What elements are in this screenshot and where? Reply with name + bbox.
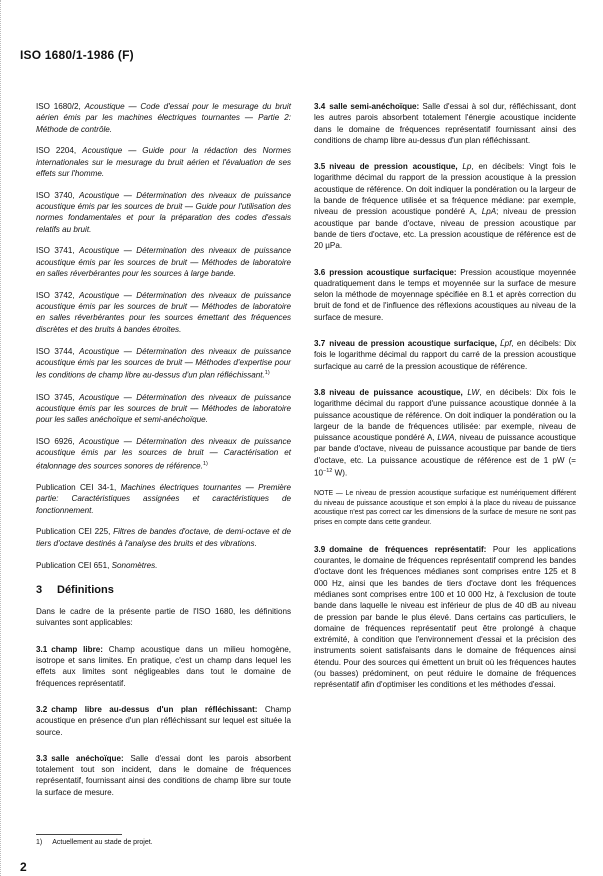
- reference-item: ISO 2204, Acoustique — Guide pour la rédaction des Normes internationales sur le mesurage du bruit aérien et l'évaluation de ses effets sur l'homme.: [36, 146, 291, 178]
- definition-3-5: 3.5 niveau de pression acoustique, Lp, en décibels: Vingt fois le logarithme décimal du rapport de la pression acoustique à la pression acoustique de référence. On doit indiquer la pondération ou la largeur de la bande de fréquence utilisée et sa fréquence médiane: par exemple, niveau de pression acoustique pondéré A, LpA; niveau de pression acoustique par bande d'octave, niveau de pression acoustique par bande de tiers d'octave, etc. La pression acoustique de référence est de 20 µPa.: [314, 162, 577, 251]
- symbol: LW: [467, 387, 480, 397]
- document-header: ISO 1680/1-1986 (F): [20, 48, 134, 62]
- reference-item: Publication CEI 651, Sonomètres.: [36, 560, 158, 570]
- references-list: [36, 101, 291, 571]
- reference-item: ISO 1680/2, Acoustique — Code d'essai pour le mesurage du bruit aérien émis par les machines électriques tournantes — Partie 2: Méthode de contrôle.: [36, 102, 291, 134]
- section-intro: Dans le cadre de la présente partie de l'ISO 1680, les définitions suivantes sont applicables:: [36, 607, 291, 628]
- reference-item: Publication CEI 34-1, Machines électriques tournantes — Première partie: Caractéristiques assignées et caractéristiques de fonctionnement.: [36, 483, 291, 515]
- definition-3-2: 3.2 champ libre au-dessus d'un plan réfléchissant: Champ acoustique en présence d'un plan réfléchissant sur lequel est située la source.: [36, 704, 292, 737]
- left-column: [36, 101, 291, 813]
- section-heading: 3 Définitions: [36, 583, 114, 596]
- page-number: 2: [20, 860, 27, 874]
- definition-3-4: 3.4 salle semi-anéchoïque: Salle d'essai à sol dur, réfléchissant, dont les autres parois absorbent totalement l'énergie acoustique incidente dans le domaine de fréquences représentatif fournissant ainsi des conditions de champ libre au-dessus d'un plan réfléchissant.: [314, 102, 576, 145]
- reference-item: ISO 3744, Acoustique — Détermination des niveaux de puissance acoustique émis par les sources de bruit — Méthodes d'expertise pour les conditions de champ libre au-dessus d'un plan réfléchissant.$^{1)}$: [36, 346, 291, 380]
- footnote: 1) Actuellement au stade de projet.: [36, 839, 153, 846]
- reference-item: Publication CEI 225, Filtres de bandes d'octave, de demi-octave et de tiers d'octave destinés à l'analyse des bruits et des vibrations.: [36, 527, 292, 548]
- reference-item: ISO 3740, Acoustique — Détermination des niveaux de puissance acoustique émis par les sources de bruit — Guide pour l'utilisation des normes fondamentales et pour la préparation des codes d'essais relatifs au bruit.: [36, 190, 291, 234]
- reference-item: ISO 6926, Acoustique — Détermination des niveaux de puissance acoustique émis par les sources de bruit — Caractérisation et étalonnage des sources sonores de référence.$^{1)}$: [36, 437, 291, 471]
- scan-edge: [0, 0, 3, 876]
- reference-item: ISO 3745, Acoustique — Détermination des niveaux de puissance acoustique émis par les sources de bruit — Méthodes de laboratoire pour les salles anéchoïque et semi-anéchoïque.: [36, 392, 291, 425]
- footnote-ref: 1): [264, 370, 270, 377]
- footnote-divider: [36, 834, 122, 835]
- definition-3-9: 3.9 domaine de fréquences représentatif: Pour les applications courantes, le domaine de fréquences représentatif comprend les bandes d'octave dont les fréquences médianes sont comprises entre 125 et 8 000 Hz, ainsi que les bandes de tiers d'octave dont les fréquences médianes sont comprises entre 100 et 10 000 Hz, à l'exclusion de toute bande dans laquelle le niveau est inférieur de plus de 40 dB au niveau de pression par bande le plus élevé. Dans certains cas particuliers, le domaine de fréquences représentatif peut être prolongé à chaque extrémité, à condition que l'environnement d'essai et la précision des instruments soient satisfaisants dans le domaine de fréquences ainsi étendu. Pour des sources qui émettent un bruit où les fréquences hautes (ou basses) prédominent, on peut réduire le domaine de fréquences représentatif afin d'optimiser les conditions et les méthodes d'essai.: [314, 544, 576, 690]
- definition-3-8: 3.8 niveau de puissance acoustique, LW, en décibels: Dix fois le logarithme décimal du rapport d'une puissance acoustique donnée à la puissance acoustique de référence. On doit indiquer la pondération ou la largeur de la bande de fréquences utilisée: par exemple, niveau de puissance acoustique pondéré A, LWA, niveau de puissance acoustique par bande d'octave, niveau de puissance acoustique par bande de tiers d'octave, etc. La puissance acoustique de référence est de 1 pW (= $10^{-12}$ W).: [314, 387, 576, 478]
- symbol: Lp: [462, 162, 472, 172]
- definition-3-7: 3.7 niveau de pression acoustique surfacique, L̄pf, en décibels: Dix fois le logarithme décimal du rapport du carré de la pression acoustique surfacique au carré de la pression acoustique de référence.: [314, 339, 576, 371]
- right-column: [314, 101, 576, 706]
- reference-item: ISO 3742, Acoustique — Détermination des niveaux de puissance acoustique émis par les sources de bruit — Méthodes de laboratoire en salles réverbérantes pour les sources émettant des fréquences discrètes et des bruits à bandes étroites.: [36, 290, 291, 334]
- symbol: LpA: [481, 207, 497, 217]
- symbol: L̄pf: [500, 339, 512, 349]
- symbol: LWA: [437, 433, 455, 443]
- footnote-ref: 1): [202, 460, 208, 467]
- definition-3-6: 3.6 pression acoustique surfacique: Pression acoustique moyennée quadratiquement dans le temps et moyennée sur la surface de mesure selon la méthode de moyennage spécifiée en 8.1 et après correction du bruit de fond et de l'influence des réflexions acoustiques au niveau de la surface de mesure.: [314, 267, 576, 322]
- reference-item: ISO 3741, Acoustique — Détermination des niveaux de puissance acoustique émis par les sources de bruit — Méthodes de laboratoire en salles réverbérantes pour les sources à large bande.: [36, 246, 291, 279]
- definition-3-1: 3.1 champ libre: Champ acoustique dans un milieu homogène, isotrope et sans limites. En pratique, c'est un champ dans lequel les effets aux limites sont négligeables dans tout le domaine de fréquences représentatif.: [36, 644, 291, 688]
- note: NOTE — Le niveau de pression acoustique surfacique est numériquement différent du niveau de puissance acoustique et son emploi à la place du niveau de puissance acoustique n'est pas correct car les dimensions de la surface de mesure ne sont pas prises en compte dans cette grandeur.: [314, 490, 576, 527]
- definition-3-3: 3.3 salle anéchoïque: Salle d'essai dont les parois absorbent totalement tout son incident, dans le domaine de fréquences représentatif, fournissant ainsi des conditions de champ libre sur toute la surface de mesure.: [36, 753, 292, 797]
